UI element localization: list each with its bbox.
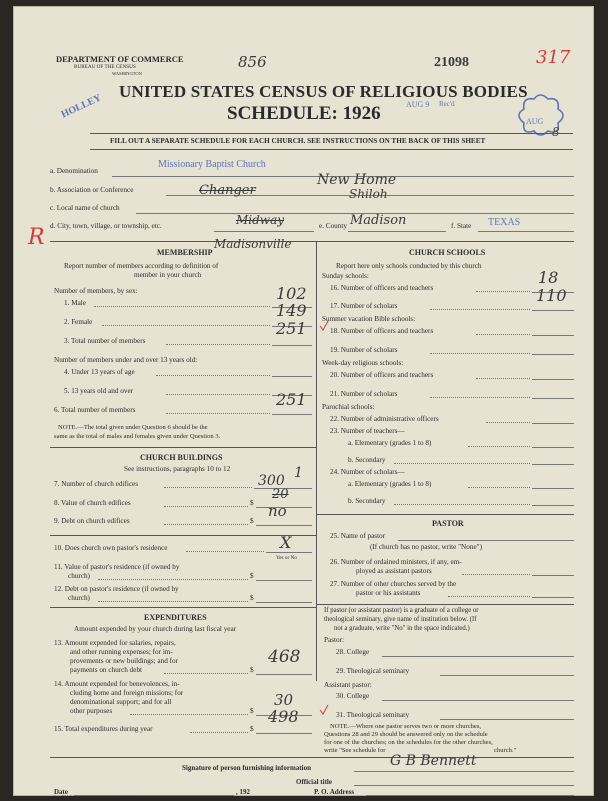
signature: G B Bennett — [390, 753, 477, 769]
q12-label: 12. Debt on pastor's residence (if owned by — [54, 585, 179, 593]
yes-no-hint: Yes or No — [276, 555, 297, 561]
q13-line4: payments on church debt — [70, 666, 143, 674]
amount-13: 468 — [268, 647, 301, 667]
q24a-label: a. Elementary (grades 1 to 8) — [348, 480, 432, 488]
received-stamp-date: AUG 9 — [406, 100, 430, 109]
q11-label: 11. Value of pastor's residence (if owned by — [54, 563, 180, 571]
form-title: UNITED STATES CENSUS OF RELIGIOUS BODIES — [119, 82, 528, 101]
church-name-value: New Home — [317, 172, 397, 188]
membership-note1: NOTE.—The total given under Question 6 should be the — [58, 424, 208, 431]
county-label: e. County — [319, 222, 347, 230]
q28-label: 28. College — [336, 648, 370, 656]
grad-note2: theological seminary, give name of institution below. (If — [324, 616, 477, 623]
female-count: 149 — [276, 301, 307, 320]
city-label: d. City, town, village, or township, etc. — [50, 222, 162, 230]
q15-label: 15. Total expenditures during year — [54, 725, 153, 733]
q23a-label: a. Elementary (grades 1 to 8) — [348, 439, 432, 447]
q10-label: 10. Does church own pastor's residence — [54, 544, 168, 552]
q18-label: 18. Number of officers and teachers — [330, 327, 434, 335]
edifice-value: 300 — [258, 473, 285, 489]
membership-place: Madisonville — [214, 237, 292, 251]
holley-stamp: HOLLEY — [59, 92, 104, 121]
pastor-note2: Questions 28 and 29 should be answered only on the schedule — [324, 731, 488, 738]
q13-line2: and other running expenses; for im- — [70, 648, 173, 656]
local-name-label: c. Local name of church — [50, 204, 120, 212]
q7-label: 7. Number of church edifices — [54, 480, 139, 488]
association-label: b. Association or Conference — [50, 186, 134, 194]
q16-label: 16. Number of officers and teachers — [330, 284, 434, 292]
grad-note1: If pastor (or assistant pastor) is a graduate of a college or — [324, 607, 479, 614]
signature-label: Signature of person furnishing information — [182, 764, 311, 772]
q30-label: 30. College — [336, 692, 370, 700]
date-label: Date — [54, 788, 68, 796]
q31-label: 31. Theological seminary — [336, 711, 410, 719]
flower-stamp-month: AUG — [526, 117, 544, 126]
pastor-note3: for one of the churches; on the schedules for the other churches, — [324, 739, 493, 746]
q2-label: 2. Female — [64, 318, 93, 326]
residence-answer: X — [280, 533, 292, 552]
assistant-pastor-label: Assistant pastor: — [324, 681, 372, 689]
address-label: P. O. Address — [314, 788, 355, 796]
state-value: TEXAS — [488, 217, 521, 228]
handwritten-number: 856 — [238, 53, 267, 71]
male-count: 102 — [276, 284, 307, 303]
expenditures-heading: EXPENDITURES — [144, 613, 207, 622]
q26-label-cont: ployed as assistant pastors — [356, 567, 432, 575]
q14-line3: denominational support; and for all — [70, 698, 172, 706]
q4-label: 4. Under 13 years of age — [64, 368, 135, 376]
state-label: f. State — [451, 222, 472, 230]
q13-line1: 13. Amount expended for salaries, repairs, — [54, 639, 176, 647]
city-struck: Midway — [236, 213, 285, 227]
pastor-heading: PASTOR — [432, 519, 464, 528]
by-sex-label: Number of members, by sex: — [54, 287, 138, 295]
q17-label: 17. Number of scholars — [330, 302, 398, 310]
q12-label-cont: church) — [68, 594, 90, 602]
q24b-label: b. Secondary — [348, 497, 386, 505]
sunday-officers: 18 — [538, 268, 559, 287]
county-value: Madison — [350, 213, 407, 228]
denomination-value: Missionary Baptist Church — [158, 159, 266, 170]
buildings-sub: See instructions, paragraphs 10 to 12 — [124, 465, 231, 473]
q11-label-cont: church) — [68, 572, 90, 580]
pastor-note4: write "See schedule for — [324, 747, 386, 754]
received-stamp-label: Rec'd — [439, 100, 455, 108]
denomination-label: a. Denomination — [50, 167, 98, 175]
schools-heading: CHURCH SCHOOLS — [409, 248, 486, 257]
membership-note2: same as the total of males and females given under Question 3. — [54, 433, 221, 440]
q3-label: 3. Total number of members — [64, 337, 146, 345]
q19-label: 19. Number of scholars — [330, 346, 398, 354]
membership-heading: MEMBERSHIP — [157, 248, 213, 257]
q6-label: 6. Total number of members — [54, 406, 136, 414]
total-members-q6: 251 — [276, 390, 307, 409]
form-number: 6—5818 a — [54, 796, 75, 801]
membership-intro: Report number of members according to definition of — [64, 262, 219, 270]
q25-label: 25. Name of pastor — [330, 532, 386, 540]
q14-line1: 14. Amount expended for benevolences, in- — [54, 680, 180, 688]
expenditures-sub: Amount expended by your church during last fiscal year — [74, 625, 237, 633]
edifices-count: 1 — [294, 465, 303, 481]
official-title-label: Official title — [296, 778, 332, 786]
q22-label: 22. Number of administrative officers — [330, 415, 439, 423]
pastor-sub-label: Pastor: — [324, 636, 344, 644]
q24-label: 24. Number of scholars— — [330, 468, 405, 476]
red-check-icon-2 — [319, 704, 329, 716]
parochial-label: Parochial schools: — [322, 403, 375, 411]
q1-label: 1. Male — [64, 299, 86, 307]
q9-label: 9. Debt on church edifices — [54, 517, 130, 525]
association-value: Shiloh — [349, 187, 388, 201]
sunday-label: Sunday schools: — [322, 272, 369, 280]
association-struck: Changer — [199, 183, 256, 198]
q26-label: 26. Number of ordained ministers, if any, em- — [330, 558, 462, 566]
edifice-value-struck: 20 — [272, 487, 289, 502]
q25-sub: (If church has no pastor, write "None") — [370, 543, 482, 551]
red-number: 317 — [536, 47, 571, 68]
q21-label: 21. Number of scholars — [330, 390, 398, 398]
q13-line3: provements or new buildings; and for — [70, 657, 178, 665]
city-label: WASHINGTON — [112, 71, 142, 76]
red-check-icon — [319, 320, 329, 332]
q29-label: 29. Theological seminary — [336, 667, 410, 675]
q8-label: 8. Value of church edifices — [54, 499, 131, 507]
age-header: Number of members under and over 13 years old: — [54, 356, 198, 364]
edifice-debt: no — [268, 502, 287, 520]
summer-label: Summer vacation Bible schools: — [322, 315, 416, 323]
form-number-2: 11—9064a — [114, 795, 134, 800]
q5-label: 5. 13 years old and over — [64, 387, 134, 395]
instruction-line: FILL OUT A SEPARATE SCHEDULE FOR EACH CHURCH. SEE INSTRUCTIONS ON THE BACK OF THIS SHEET — [110, 137, 486, 145]
amount-14: 30 — [274, 691, 294, 709]
q27-label: 27. Number of other churches served by the — [330, 580, 457, 588]
schedule-title: SCHEDULE: 1926 — [227, 103, 381, 124]
q23-label: 23. Number of teachers— — [330, 427, 405, 435]
q14-line4: other purposes — [70, 707, 113, 715]
flower-stamp-day: 8 — [552, 125, 560, 139]
q23b-label: b. Secondary — [348, 456, 386, 464]
sunday-scholars: 110 — [536, 286, 567, 305]
amount-15: 498 — [268, 707, 299, 726]
red-r-mark: R — [28, 225, 45, 250]
q27-label-cont: pastor or his assistants — [356, 589, 421, 597]
serial-number: 21098 — [434, 55, 469, 70]
q20-label: 20. Number of officers and teachers — [330, 371, 434, 379]
grad-note3: not a graduate, write "No" in the space indicated.) — [334, 625, 470, 632]
total-members: 251 — [276, 319, 307, 338]
membership-intro2: member in your church — [134, 271, 202, 279]
pastor-note1: NOTE.—Where one pastor serves two or more churches, — [330, 723, 482, 730]
weekday-label: Week-day religious schools: — [322, 359, 404, 367]
schools-intro: Report here only schools conducted by this church — [336, 262, 482, 270]
pastor-note4-end: church." — [494, 747, 517, 754]
dept-label: DEPARTMENT OF COMMERCE — [56, 54, 184, 64]
year-label: , 192 — [236, 788, 250, 796]
buildings-heading: CHURCH BUILDINGS — [140, 453, 223, 462]
bureau-label: BUREAU OF THE CENSUS — [74, 64, 136, 70]
census-schedule-page: DEPARTMENT OF COMMERCE BUREAU OF THE CENSUS WASHINGTON 856 21098 317 HOLLEY UNITED STATES CENSUS OF RELIGIOUS BODIES SCHEDULE: 1926 AUG 9 Rec'd AUG 8 FILL OUT A SEPARATE SCHEDULE FOR EACH CHURCH. SEE INSTRUCTIONS ON THE BACK OF THIS SHEET a. Denomination Missionary Baptist Church New Home b. Association or Conference Changer Shiloh c. Local name of church d. City, town, village, or township, etc. Midway e. County Madison f. State TEXAS R MEMBERSHIP Madisonville Report number of members according to definition of member in your church Number of members, by sex: 1. Male 102 2. Female 149 3. Total number of members 251 Number of members under and over 13 years old: 4. Under 13 years of age 5. 13 years old and over 6. Total number of members 251 NOTE.—The total given under Question 6 should be the same as the total of males and females given under Question 3. CHURCH BUILDINGS See instructions, paragraphs 10 to 12 7. Number of church edifices 1 300 8. Value of church edifices $ 20 9. Debt on church edifices $ no 10. Does church own pastor's residence X Yes or No 11. Value of pastor's residence (if owned by church) $ 12. Debt on pastor's residence (if owned by church) $ EXPENDITURES Amount expended by your church during last fiscal year 13. Amount expended for salaries, repairs, and other running expenses; for im- provements or new buildings; and for payments on church debt $ 468 14. Amount expended for benevolences, in- cluding home and foreign missions; for denominational support; and for all other purposes $ 30 15. Total expenditures during year $ 498 CHURCH SCHOOLS Report here only schools conducted by this church Sunday schools: 16. Number of officers and teachers 18 17. Number of scholars 110 Summer vacation Bible schools: 18. Number of officers and teachers 19. Number of scholars Week-day religious schools: 20. Number of officers and teachers 21. Number of scholars Parochial schools: 22. Number of administrative officers 23. Number of teachers— a. Elementary (grades 1 to 8) b. Secondary 24. Number of scholars— a. Elementary (grades 1 to 8) b. Secondary PASTOR 25. Name of pastor (If church has no pastor, write "None") 26. Number of ordained ministers, if any, em- ployed as assistant pastors 27. Number of other churches served by the pastor or his assistants If pastor (or assistant pastor) is a graduate of a college or theological seminary, give name of institution below. (If not a graduate, write "No" in the space indicated.) Pastor: 28. College 29. Theological seminary Assistant pastor: 30. College 31. Theological seminary NOTE.—Where one pastor serves two or more churches, Questions 28 and 29 should be answered only on the schedule for one of the churches; on the schedules for the other churches, write "See schedule for church." Signature of person furnishing information G B Bennett Official title Date , 192 P. O. Address 6—5818 a 11—9064a — [13, 6, 594, 796]
q14-line2: cluding home and foreign missions; for — [70, 689, 184, 697]
